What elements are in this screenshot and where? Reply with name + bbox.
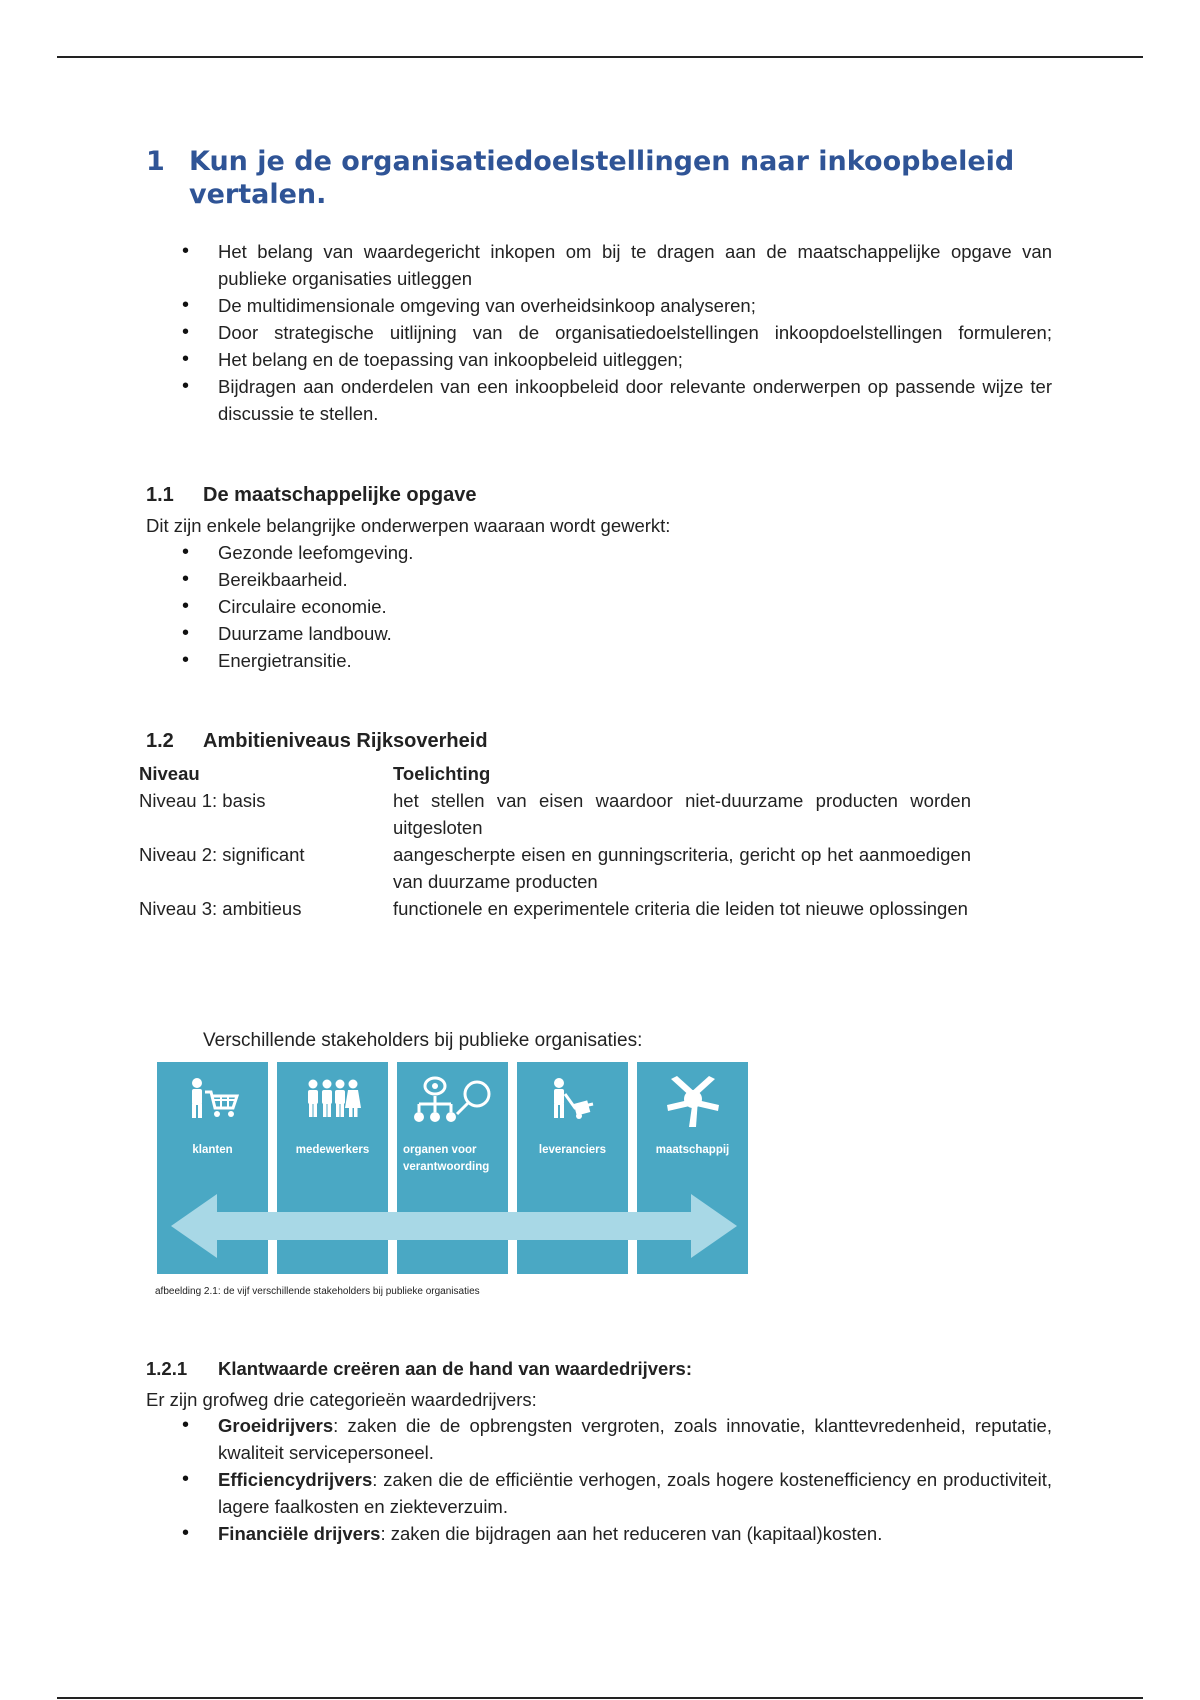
- ambition-table: [139, 760, 971, 922]
- list-item: • Gezonde leefomgeving.: [182, 539, 982, 566]
- stakeholder-label: leveranciers: [538, 1144, 607, 1156]
- footer-rule: [57, 1697, 1143, 1699]
- list-item: • Bijdragen aan onderdelen van een inkoopbeleid door relevante onderwerpen op passende wijze ter discussie te stellen.: [182, 373, 1052, 427]
- table-row: [139, 787, 971, 841]
- section-number: 1.1: [146, 484, 174, 506]
- list-item: • Bereikbaarheid.: [182, 566, 982, 593]
- stakeholders-title: Verschillende stakeholders bij publieke organisaties:: [203, 1030, 643, 1051]
- section-heading-1-2-1: [146, 1358, 692, 1380]
- topics-list: [182, 539, 982, 674]
- list-item: • Groeidrijvers: zaken die de opbrengsten vergroten, zoals innovatie, klanttevredenheid, reputatie, kwaliteit servicepersoneel.: [182, 1412, 1052, 1466]
- learning-goals-list: [182, 238, 1052, 427]
- table-cell: het stellen van eisen waardoor niet-duurzame producten worden uitgesloten: [393, 790, 971, 838]
- table-row: [139, 895, 971, 922]
- section-title: Klantwaarde creëren aan de hand van waardedrijvers:: [218, 1358, 692, 1379]
- double-arrow-icon: [157, 1062, 751, 1274]
- list-item: • Door strategische uitlijning van de organisatiedoelstellingen inkoopdoelstellingen formuleren;: [182, 319, 1052, 346]
- chapter-title: Kun je de organisatiedoelstellingen naar inkoopbeleid vertalen.: [189, 146, 1015, 210]
- chapter-number: 1: [146, 146, 165, 177]
- list-item: • Duurzame landbouw.: [182, 620, 982, 647]
- chapter-heading: [146, 145, 1066, 211]
- stakeholder-label: klanten: [192, 1144, 233, 1156]
- table-cell: Niveau 3: ambitieus: [139, 898, 302, 919]
- list-item: • Circulaire economie.: [182, 593, 982, 620]
- stakeholder-label: organen voor verantwoording: [403, 1144, 490, 1173]
- section-number: 1.2.1: [146, 1358, 188, 1379]
- list-item: • Energietransitie.: [182, 647, 982, 674]
- stakeholder-label: maatschappij: [655, 1144, 730, 1156]
- table-header-cell: Niveau: [139, 763, 200, 784]
- list-item: • Het belang en de toepassing van inkoopbeleid uitleggen;: [182, 346, 1052, 373]
- drivers-list: [182, 1412, 1052, 1547]
- figure-caption: afbeelding 2.1: de vijf verschillende stakeholders bij publieke organisaties: [155, 1286, 480, 1297]
- list-item: • Financiële drijvers: zaken die bijdragen aan het reduceren van (kapitaal)kosten.: [182, 1520, 1052, 1547]
- section-title: De maatschappelijke opgave: [203, 484, 477, 506]
- header-rule: [57, 56, 1143, 58]
- list-item: • Het belang van waardegericht inkopen om bij te dragen aan de maatschappelijke opgave van publieke organisaties uitleggen: [182, 238, 1052, 292]
- list-item: • De multidimensionale omgeving van overheidsinkoop analyseren;: [182, 292, 1052, 319]
- section-heading-1-2: [146, 730, 488, 753]
- table-header-cell: Toelichting: [393, 763, 491, 784]
- section-number: 1.2: [146, 730, 174, 752]
- table-cell: Niveau 1: basis: [139, 790, 266, 811]
- table-header: [139, 760, 971, 787]
- list-item: • Efficiencydrijvers: zaken die de efficiëntie verhogen, zoals hogere kostenefficiency en productiviteit, lagere faalkosten en ziekteverzuim.: [182, 1466, 1052, 1520]
- stakeholders-figure: [157, 1062, 751, 1274]
- table-row: [139, 841, 971, 895]
- section-intro: Dit zijn enkele belangrijke onderwerpen waaraan wordt gewerkt:: [146, 515, 671, 536]
- stakeholder-label: medewerkers: [295, 1144, 370, 1156]
- table-cell: aangescherpte eisen en gunningscriteria, gericht op het aanmoedigen van duurzame producten: [393, 844, 971, 892]
- section-title: Ambitieniveaus Rijksoverheid: [203, 730, 488, 752]
- table-cell: functionele en experimentele criteria die leiden tot nieuwe oplossingen: [393, 898, 968, 919]
- section-heading-1-1: [146, 484, 476, 507]
- section-intro: Er zijn grofweg drie categorieën waardedrijvers:: [146, 1389, 537, 1410]
- table-cell: Niveau 2: significant: [139, 844, 305, 865]
